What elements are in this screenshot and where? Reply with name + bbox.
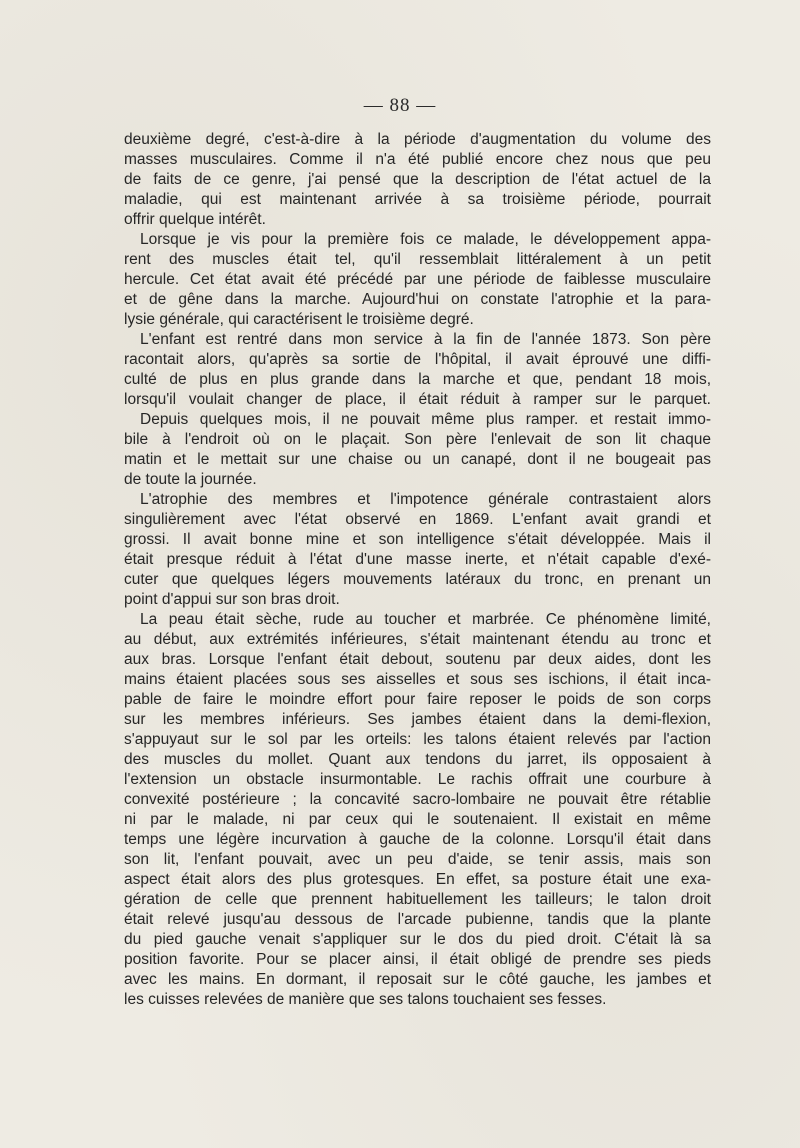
text-line: gération de celle que prennent habituellement les tailleurs; le talon droit — [124, 891, 711, 908]
text-line: offrir quelque intérêt. — [124, 211, 266, 228]
page-number: — 88 — — [363, 95, 437, 116]
text-line: masses musculaires. Comme il n'a été publié encore chez nous que peu — [124, 151, 711, 168]
text-line: de faits de ce genre, j'ai pensé que la description de l'état actuel de la — [124, 171, 711, 188]
text-line: L'enfant est rentré dans mon service à la fin de l'année 1873. Son père — [140, 331, 711, 348]
text-line: Lorsque je vis pour la première fois ce malade, le développement appa- — [140, 231, 711, 248]
text-line: singulièrement avec l'état observé en 1869. L'enfant avait grandi et — [124, 511, 711, 528]
text-line: sur les membres inférieurs. Ses jambes étaient dans la demi-flexion, — [124, 711, 711, 728]
text-line: les cuisses relevées de manière que ses talons touchaient ses fesses. — [124, 991, 607, 1008]
text-line: aspect était alors des plus grotesques. En effet, sa posture était une exa- — [124, 871, 711, 888]
text-line: temps une légère incurvation à gauche de la colonne. Lorsqu'il était dans — [124, 831, 711, 848]
text-line: s'appuyaut sur le sol par les orteils: les talons étaient relevés par l'action — [124, 731, 711, 748]
text-line: La peau était sèche, rude au toucher et marbrée. Ce phénomène limité, — [140, 611, 711, 628]
text-line: matin et le mettait sur une chaise ou un canapé, dont il ne bougeait pas — [124, 451, 711, 468]
text-line: lorsqu'il voulait changer de place, il était réduit à ramper sur le parquet. — [124, 391, 711, 408]
text-line: aux bras. Lorsque l'enfant était debout, soutenu par deux aides, dont les — [124, 651, 711, 668]
text-line: ni par le malade, ni par ceux qui le soutenaient. Il existait en même — [124, 811, 711, 828]
text-line: culté de plus en plus grande dans la marche et que, pendant 18 mois, — [124, 371, 711, 388]
text-line: lysie générale, qui caractérisent le troisième degré. — [124, 311, 474, 328]
text-line: racontait alors, qu'après sa sortie de l'hôpital, il avait éprouvé une diffi- — [124, 351, 711, 368]
text-line: point d'appui sur son bras droit. — [124, 591, 340, 608]
text-line: position favorite. Pour se placer ainsi, il était obligé de prendre ses pieds — [124, 951, 711, 968]
text-line: son lit, l'enfant pouvait, avec un peu d'aide, se tenir assis, mais son — [124, 851, 711, 868]
text-line: Depuis quelques mois, il ne pouvait même plus ramper. et restait immo- — [140, 411, 711, 428]
text-line: des muscles du mollet. Quant aux tendons du jarret, ils opposaient à — [124, 751, 711, 768]
text-line: deuxième degré, c'est-à-dire à la période d'augmentation du volume des — [124, 131, 711, 148]
text-line: pable de faire le moindre effort pour faire reposer le poids de son corps — [124, 691, 711, 708]
text-line: et de gêne dans la marche. Aujourd'hui on constate l'atrophie et la para- — [124, 291, 711, 308]
text-line: grossi. Il avait bonne mine et son intelligence s'était développée. Mais il — [124, 531, 711, 548]
text-line: bile à l'endroit où on le plaçait. Son père l'enlevait de son lit chaque — [124, 431, 711, 448]
text-line: convexité postérieure ; la concavité sacro-lombaire ne pouvait être rétablie — [124, 791, 711, 808]
text-line: du pied gauche venait s'appliquer sur le dos du pied droit. C'était là sa — [124, 931, 711, 948]
text-line: cuter que quelques légers mouvements latéraux du tronc, en prenant un — [124, 571, 711, 588]
text-line: de toute la journée. — [124, 471, 257, 488]
text-line: mains étaient placées sous ses aisselles et sous ses ischions, il était inca- — [124, 671, 711, 688]
text-line: rent des muscles était tel, qu'il ressemblait littéralement à un petit — [124, 251, 711, 268]
text-line: avec les mains. En dormant, il reposait sur le côté gauche, les jambes et — [124, 971, 711, 988]
text-line: L'atrophie des membres et l'impotence générale contrastaient alors — [140, 491, 711, 508]
text-line: hercule. Cet état avait été précédé par une période de faiblesse musculaire — [124, 271, 711, 288]
body-text — [124, 130, 711, 1010]
text-line: était presque réduit à l'état d'une masse inerte, et n'était capable d'exé- — [124, 551, 711, 568]
text-line: l'extension un obstacle insurmontable. Le rachis offrait une courbure à — [124, 771, 711, 788]
text-line: au début, aux extrémités inférieures, s'était maintenant étendu au tronc et — [124, 631, 711, 648]
text-line: maladie, qui est maintenant arrivée à sa troisième période, pourrait — [124, 191, 711, 208]
text-line: était relevé jusqu'au dessous de l'arcade pubienne, tandis que la plante — [124, 911, 711, 928]
